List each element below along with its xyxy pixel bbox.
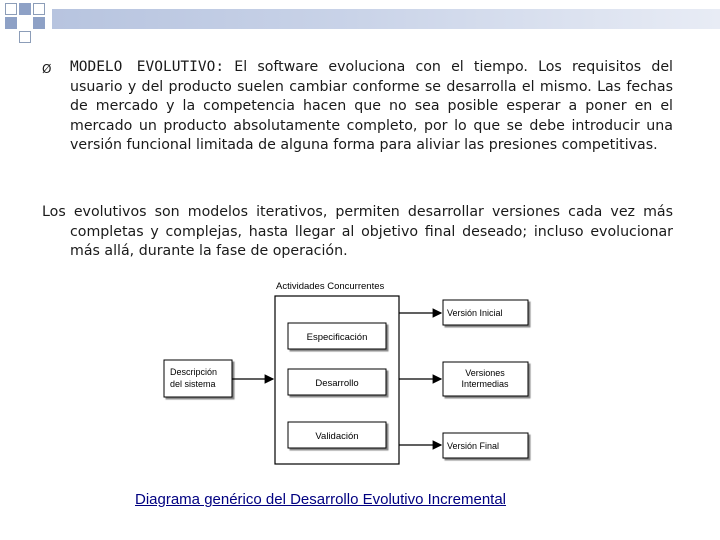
decor-square: [19, 31, 31, 43]
output-initial-label: Versión Inicial: [447, 308, 503, 318]
bullet-marker: Ø: [42, 62, 52, 76]
bullet-keyword: MODELO EVOLUTIVO:: [70, 59, 225, 75]
activity-specification-label: Especificación: [306, 332, 368, 343]
evolutionary-diagram: [156, 276, 559, 477]
decor-square: [19, 3, 31, 15]
output-intermediate-label-1: Versiones: [465, 368, 505, 378]
decor-square: [5, 3, 17, 15]
body-paragraph: [42, 203, 673, 262]
output-final-label: Versión Final: [447, 441, 500, 451]
decor-square: [33, 3, 45, 15]
decor-square: [33, 17, 45, 29]
system-description-label-2: del sistema: [170, 379, 216, 389]
diagram-title: Actividades Concurrentes: [276, 281, 385, 292]
decor-square: [5, 17, 17, 29]
activity-validation-label: Validación: [315, 431, 359, 442]
system-description-label-1: Descripción: [170, 367, 218, 377]
header-bar: [52, 9, 720, 29]
activity-development-label: Desarrollo: [315, 378, 359, 389]
bullet-text: El software evoluciona con el tiempo. Los requisitos del usuario y del producto suelen cambiar conforme se desarrolla el mismo. Las fechas de mercado y la competencia hacen que no sea posible esperar a poner en el mercado un producto absolutamente completo, por lo que se debe introducir una versión funcional limitada de alguna forma para aliviar las presiones competitivas.: [70, 59, 673, 154]
output-intermediate-label-2: Intermedias: [461, 379, 509, 389]
body-paragraph-text: Los evolutivos son modelos iterativos, permiten desarrollar versiones cada vez más completas y complejas, hasta llegar al objetivo final deseado; incluso evolucionar más allá, durante la fase de operación.: [42, 204, 673, 260]
diagram-caption-link[interactable]: Diagrama genérico del Desarrollo Evolutivo Incremental: [135, 491, 507, 508]
bullet-paragraph: [70, 58, 673, 156]
